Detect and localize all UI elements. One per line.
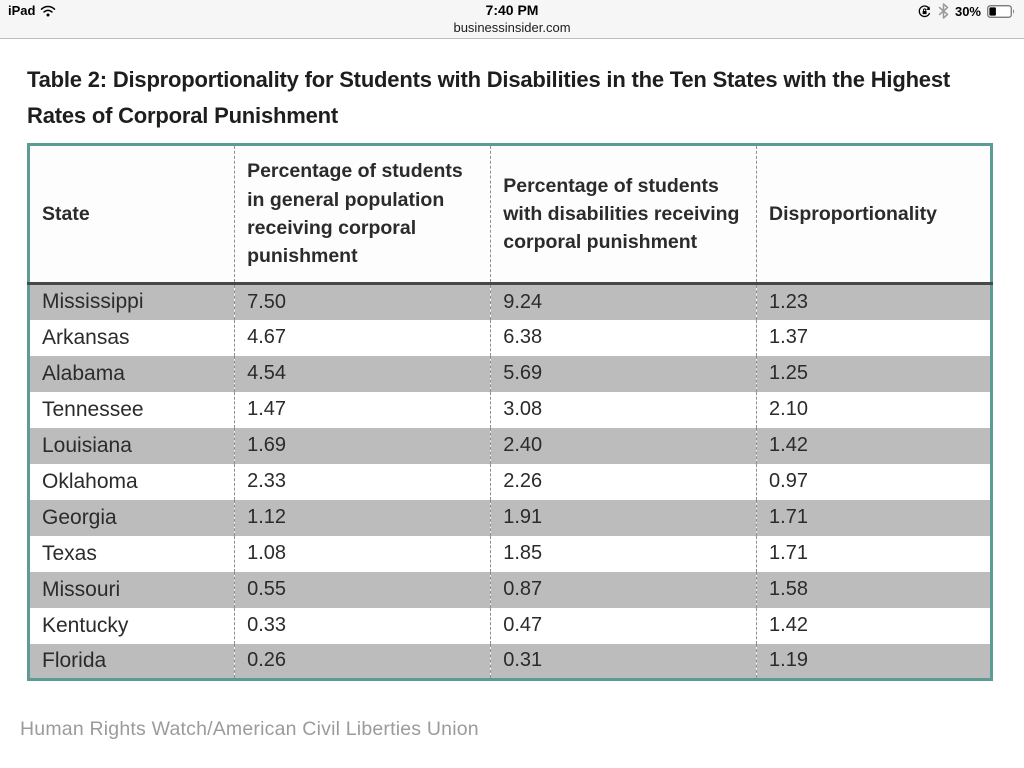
table-row	[29, 500, 992, 536]
pct-general-cell: 7.50	[235, 284, 491, 320]
pct-general-cell: 4.67	[235, 320, 491, 356]
table-row	[29, 284, 992, 320]
pct-disabilities-cell: 0.87	[491, 572, 757, 608]
battery-percent-label: 30%	[954, 3, 981, 19]
table-container	[27, 143, 993, 681]
pct-disabilities-cell: 0.31	[491, 644, 757, 680]
pct-disabilities-cell: 5.69	[491, 356, 757, 392]
disproportionality-cell: 1.71	[757, 500, 992, 536]
pct-disabilities-cell: 2.26	[491, 464, 757, 500]
table-row	[29, 536, 992, 572]
disproportionality-cell: 1.25	[757, 356, 992, 392]
pct-general-cell: 0.55	[235, 572, 491, 608]
table-row	[29, 644, 992, 680]
state-cell: Arkansas	[29, 320, 235, 356]
disproportionality-cell: 1.19	[757, 644, 992, 680]
table-body	[29, 284, 992, 680]
data-table	[27, 143, 993, 681]
state-cell: Alabama	[29, 356, 235, 392]
column-header-general-population: Percentage of students in general population receiving corporal punishment	[235, 145, 491, 284]
table-row	[29, 320, 992, 356]
pct-general-cell: 0.33	[235, 608, 491, 644]
rotation-lock-icon	[917, 4, 932, 19]
pct-disabilities-cell: 1.91	[491, 500, 757, 536]
state-cell: Kentucky	[29, 608, 235, 644]
disproportionality-cell: 1.71	[757, 536, 992, 572]
state-cell: Tennessee	[29, 392, 235, 428]
disproportionality-cell: 2.10	[757, 392, 992, 428]
table-row	[29, 428, 992, 464]
table-row	[29, 464, 992, 500]
table-header-row	[29, 145, 992, 284]
disproportionality-cell: 1.23	[757, 284, 992, 320]
pct-disabilities-cell: 0.47	[491, 608, 757, 644]
column-header-disproportionality: Disproportionality	[757, 145, 992, 284]
disproportionality-cell: 0.97	[757, 464, 992, 500]
bluetooth-icon	[938, 3, 949, 19]
column-header-disabilities: Percentage of students with disabilities receiving corporal punishment	[491, 145, 757, 284]
state-cell: Louisiana	[29, 428, 235, 464]
disproportionality-cell: 1.37	[757, 320, 992, 356]
state-cell: Georgia	[29, 500, 235, 536]
table-row	[29, 572, 992, 608]
disproportionality-cell: 1.42	[757, 608, 992, 644]
pct-general-cell: 1.47	[235, 392, 491, 428]
pct-general-cell: 1.69	[235, 428, 491, 464]
pct-disabilities-cell: 6.38	[491, 320, 757, 356]
disproportionality-cell: 1.42	[757, 428, 992, 464]
clock-label: 7:40 PM	[485, 2, 539, 18]
pct-disabilities-cell: 3.08	[491, 392, 757, 428]
table-row	[29, 608, 992, 644]
disproportionality-cell: 1.58	[757, 572, 992, 608]
pct-disabilities-cell: 2.40	[491, 428, 757, 464]
pct-general-cell: 4.54	[235, 356, 491, 392]
device-label: iPad	[8, 3, 36, 18]
site-url-label[interactable]: businessinsider.com	[453, 20, 571, 35]
pct-general-cell: 0.26	[235, 644, 491, 680]
pct-disabilities-cell: 1.85	[491, 536, 757, 572]
pct-general-cell: 1.08	[235, 536, 491, 572]
source-caption: Human Rights Watch/American Civil Liberties Union	[20, 718, 479, 740]
pct-general-cell: 2.33	[235, 464, 491, 500]
state-cell: Mississippi	[29, 284, 235, 320]
battery-icon	[987, 5, 1015, 18]
table-row	[29, 392, 992, 428]
status-bar	[0, 0, 1024, 39]
table-row	[29, 356, 992, 392]
pct-disabilities-cell: 9.24	[491, 284, 757, 320]
pct-general-cell: 1.12	[235, 500, 491, 536]
column-header-state: State	[29, 145, 235, 284]
state-cell: Florida	[29, 644, 235, 680]
state-cell: Missouri	[29, 572, 235, 608]
state-cell: Texas	[29, 536, 235, 572]
state-cell: Oklahoma	[29, 464, 235, 500]
page-title: Table 2: Disproportionality for Students with Disabilities in the Ten States with the Highest Rates of Corporal Punishment	[27, 67, 951, 128]
